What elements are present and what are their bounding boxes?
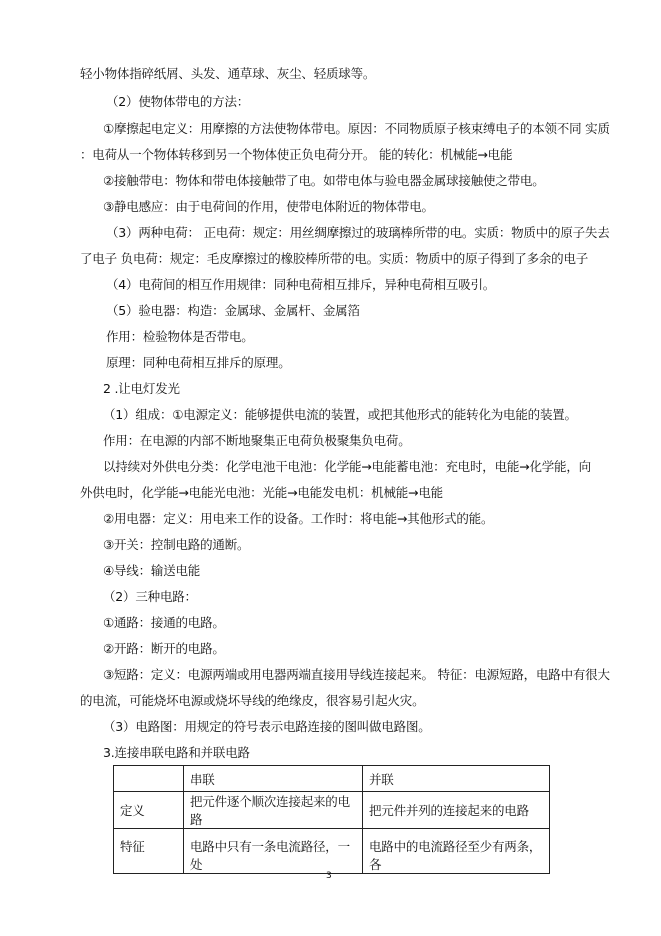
table-cell: 特征 <box>114 829 184 874</box>
text-line: 的电流，可能烧坏电源或烧坏导线的绝缘皮，很容易引起火灾。 <box>80 693 425 708</box>
comparison-table <box>113 765 550 874</box>
text-line: 了电子 负电荷：规定：毛皮摩擦过的橡胶棒所带的电。实质：物质中的原子得到了多余的电子 <box>80 251 589 266</box>
text-line: ②接触带电：物体和带电体接触带了电。如带电体与验电器金属球接触使之带电。 <box>103 173 545 188</box>
table-cell: 电路中只有一条电流路径，一处 <box>184 829 363 874</box>
section-heading: （2）三种电路： <box>103 589 197 604</box>
table-cell: 把元件逐个顺次连接起来的电路 <box>184 792 363 829</box>
text-line: 作用：在电源的内部不断地聚集正电荷负极聚集负电荷。 <box>103 433 411 448</box>
table-header-row <box>114 766 550 792</box>
text-line: ②用电器：定义：用电来工作的设备。工作时：将电能→其他形式的能。 <box>103 511 494 526</box>
table-cell: 把元件并列的连接起来的电路 <box>363 792 550 829</box>
text-line: 轻小物体指碎纸屑、头发、通草球、灰尘、轻质球等。 <box>80 66 376 81</box>
text-line: ③短路：定义：电源两端或用电器两端直接用导线连接起来。 特征：电源短路，电路中有很大 <box>103 667 610 682</box>
text-line: ①通路：接通的电路。 <box>103 615 225 630</box>
table-cell: 定义 <box>114 792 184 829</box>
section-heading: （3）两种电荷： 正电荷：规定：用丝绸摩擦过的玻璃棒所带的电。实质：物质中的原子失去 <box>106 225 610 240</box>
section-heading: （2）使物体带电的方法： <box>106 94 250 109</box>
table-cell: 电路中的电流路径至少有两条，各 <box>363 829 550 874</box>
section-heading: 3.连接串联电路和并联电路 <box>103 745 250 760</box>
section-heading: （3）电路图：用规定的符号表示电路连接的图叫做电路图。 <box>103 719 431 734</box>
table-header-cell <box>114 766 184 792</box>
text-line: 原理：同种电荷相互排斥的原理。 <box>106 355 291 370</box>
text-line: ②开路：断开的电路。 <box>103 641 225 656</box>
text-line: 以持续对外供电分类：化学电池干电池：化学能→电能蓄电池：充电时，电能→化学能，向 <box>103 459 591 474</box>
text-line: 外供电时，化学能→电能光电池：光能→电能发电机：机械能→电能 <box>80 485 443 500</box>
table-header-cell: 并联 <box>363 766 550 792</box>
section-heading: （1）组成：①电源定义：能够提供电流的装置，或把其他形式的能转化为电能的装置。 <box>103 407 577 422</box>
table-row <box>114 829 550 874</box>
section-heading: （4）电荷间的相互作用规律：同种电荷相互排斥，异种电荷相互吸引。 <box>106 277 496 292</box>
text-line: ④导线：输送电能 <box>103 563 201 578</box>
text-line: ③静电感应：由于电荷间的作用，使带电体附近的物体带电。 <box>103 199 434 214</box>
text-line: 作用：检验物体是否带电。 <box>106 329 254 344</box>
text-line: ③开关：控制电路的通断。 <box>103 537 250 552</box>
section-heading: （5）验电器：构造：金属球、金属杆、金属箔 <box>106 303 360 318</box>
table-header-cell: 串联 <box>184 766 363 792</box>
text-line: ①摩擦起电定义：用摩擦的方法使物体带电。原因：不同物质原子核束缚电子的本领不同 实质 <box>103 121 610 136</box>
page-number: 3 <box>326 871 332 881</box>
text-line: ：电荷从一个物体转移到另一个物体使正负电荷分开。 能的转化：机械能→电能 <box>80 147 513 162</box>
table-row <box>114 792 550 829</box>
section-heading: 2 .让电灯发光 <box>103 381 180 396</box>
